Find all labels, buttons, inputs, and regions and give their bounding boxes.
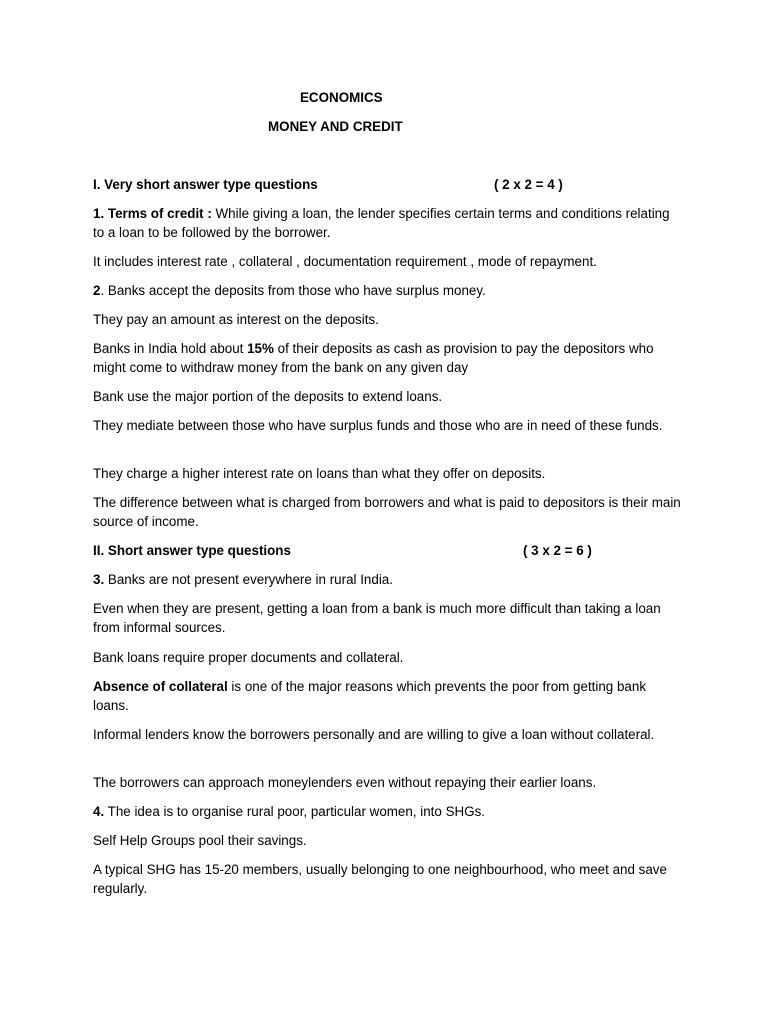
section-2-marks: ( 3 x 2 = 6 ) [523, 543, 592, 558]
section-1-marks: ( 2 x 2 = 4 ) [494, 177, 563, 192]
q3-label: 3. [93, 572, 105, 587]
q3-paragraph-2: Even when they are present, getting a loan from a bank is much more difficult than taking a loan from informal sources. [93, 601, 661, 635]
chapter-heading: MONEY AND CREDIT [268, 119, 403, 134]
q2-p3-text-a: Banks in India hold about [93, 341, 248, 356]
q3-paragraph-5: Informal lenders know the borrowers personally and are willing to give a loan without collateral. [93, 727, 655, 742]
q4-paragraph [93, 802, 683, 821]
q2-paragraph-7: The difference between what is charged from borrowers and what is paid to depositors is their main source of income. [93, 495, 681, 529]
section-1-heading [93, 175, 633, 194]
q1-paragraph-2: It includes interest rate , collateral , documentation requirement , mode of repayment. [93, 254, 597, 269]
q4-paragraph-3: A typical SHG has 15-20 members, usually belonging to one neighbourhood, who meet and save regularly. [93, 862, 667, 896]
section-2-title: II. Short answer type questions [93, 543, 291, 558]
subject-heading: ECONOMICS [300, 90, 383, 105]
q2-paragraph-4: Bank use the major portion of the deposits to extend loans. [93, 389, 443, 404]
section-2-heading [93, 541, 633, 560]
q3-paragraph [93, 570, 683, 589]
q1-text: While giving a loan, the lender specifies certain terms and conditions relating to a loan to be followed by the borrower. [93, 206, 670, 240]
q3-paragraph-4 [93, 677, 683, 715]
q3-paragraph-6: The borrowers can approach moneylenders even without repaying their earlier loans. [93, 775, 597, 790]
q2-label: 2 [93, 283, 101, 298]
section-1-title: I. Very short answer type questions [93, 177, 318, 192]
q2-paragraph-6: They charge a higher interest rate on loans than what they offer on deposits. [93, 466, 546, 481]
q2-paragraph [93, 281, 683, 300]
q2-paragraph-5: They mediate between those who have surplus funds and those who are in need of these funds. [93, 418, 663, 433]
q3-p4-bold: Absence of collateral [93, 679, 228, 694]
q4-label: 4. [93, 804, 105, 819]
q4-paragraph-2: Self Help Groups pool their savings. [93, 833, 307, 848]
q1-paragraph [93, 204, 683, 242]
q4-text: The idea is to organise rural poor, particular women, into SHGs. [104, 804, 486, 819]
q2-p3-bold: 15% [247, 341, 274, 356]
q2-text: . Banks accept the deposits from those who have surplus money. [100, 283, 486, 298]
q2-paragraph-3 [93, 339, 683, 377]
q1-label: 1. Terms of credit : [93, 206, 212, 221]
q3-p4-text: is one of the major reasons which prevents the poor from getting bank loans. [93, 679, 647, 713]
q2-p3-text-b: of their deposits as cash as provision to pay the depositors who might come to withdraw money from the bank on any given day [93, 341, 654, 375]
q3-text: Banks are not present everywhere in rural India. [104, 572, 393, 587]
q3-paragraph-3: Bank loans require proper documents and collateral. [93, 650, 404, 665]
q2-paragraph-2: They pay an amount as interest on the deposits. [93, 312, 379, 327]
